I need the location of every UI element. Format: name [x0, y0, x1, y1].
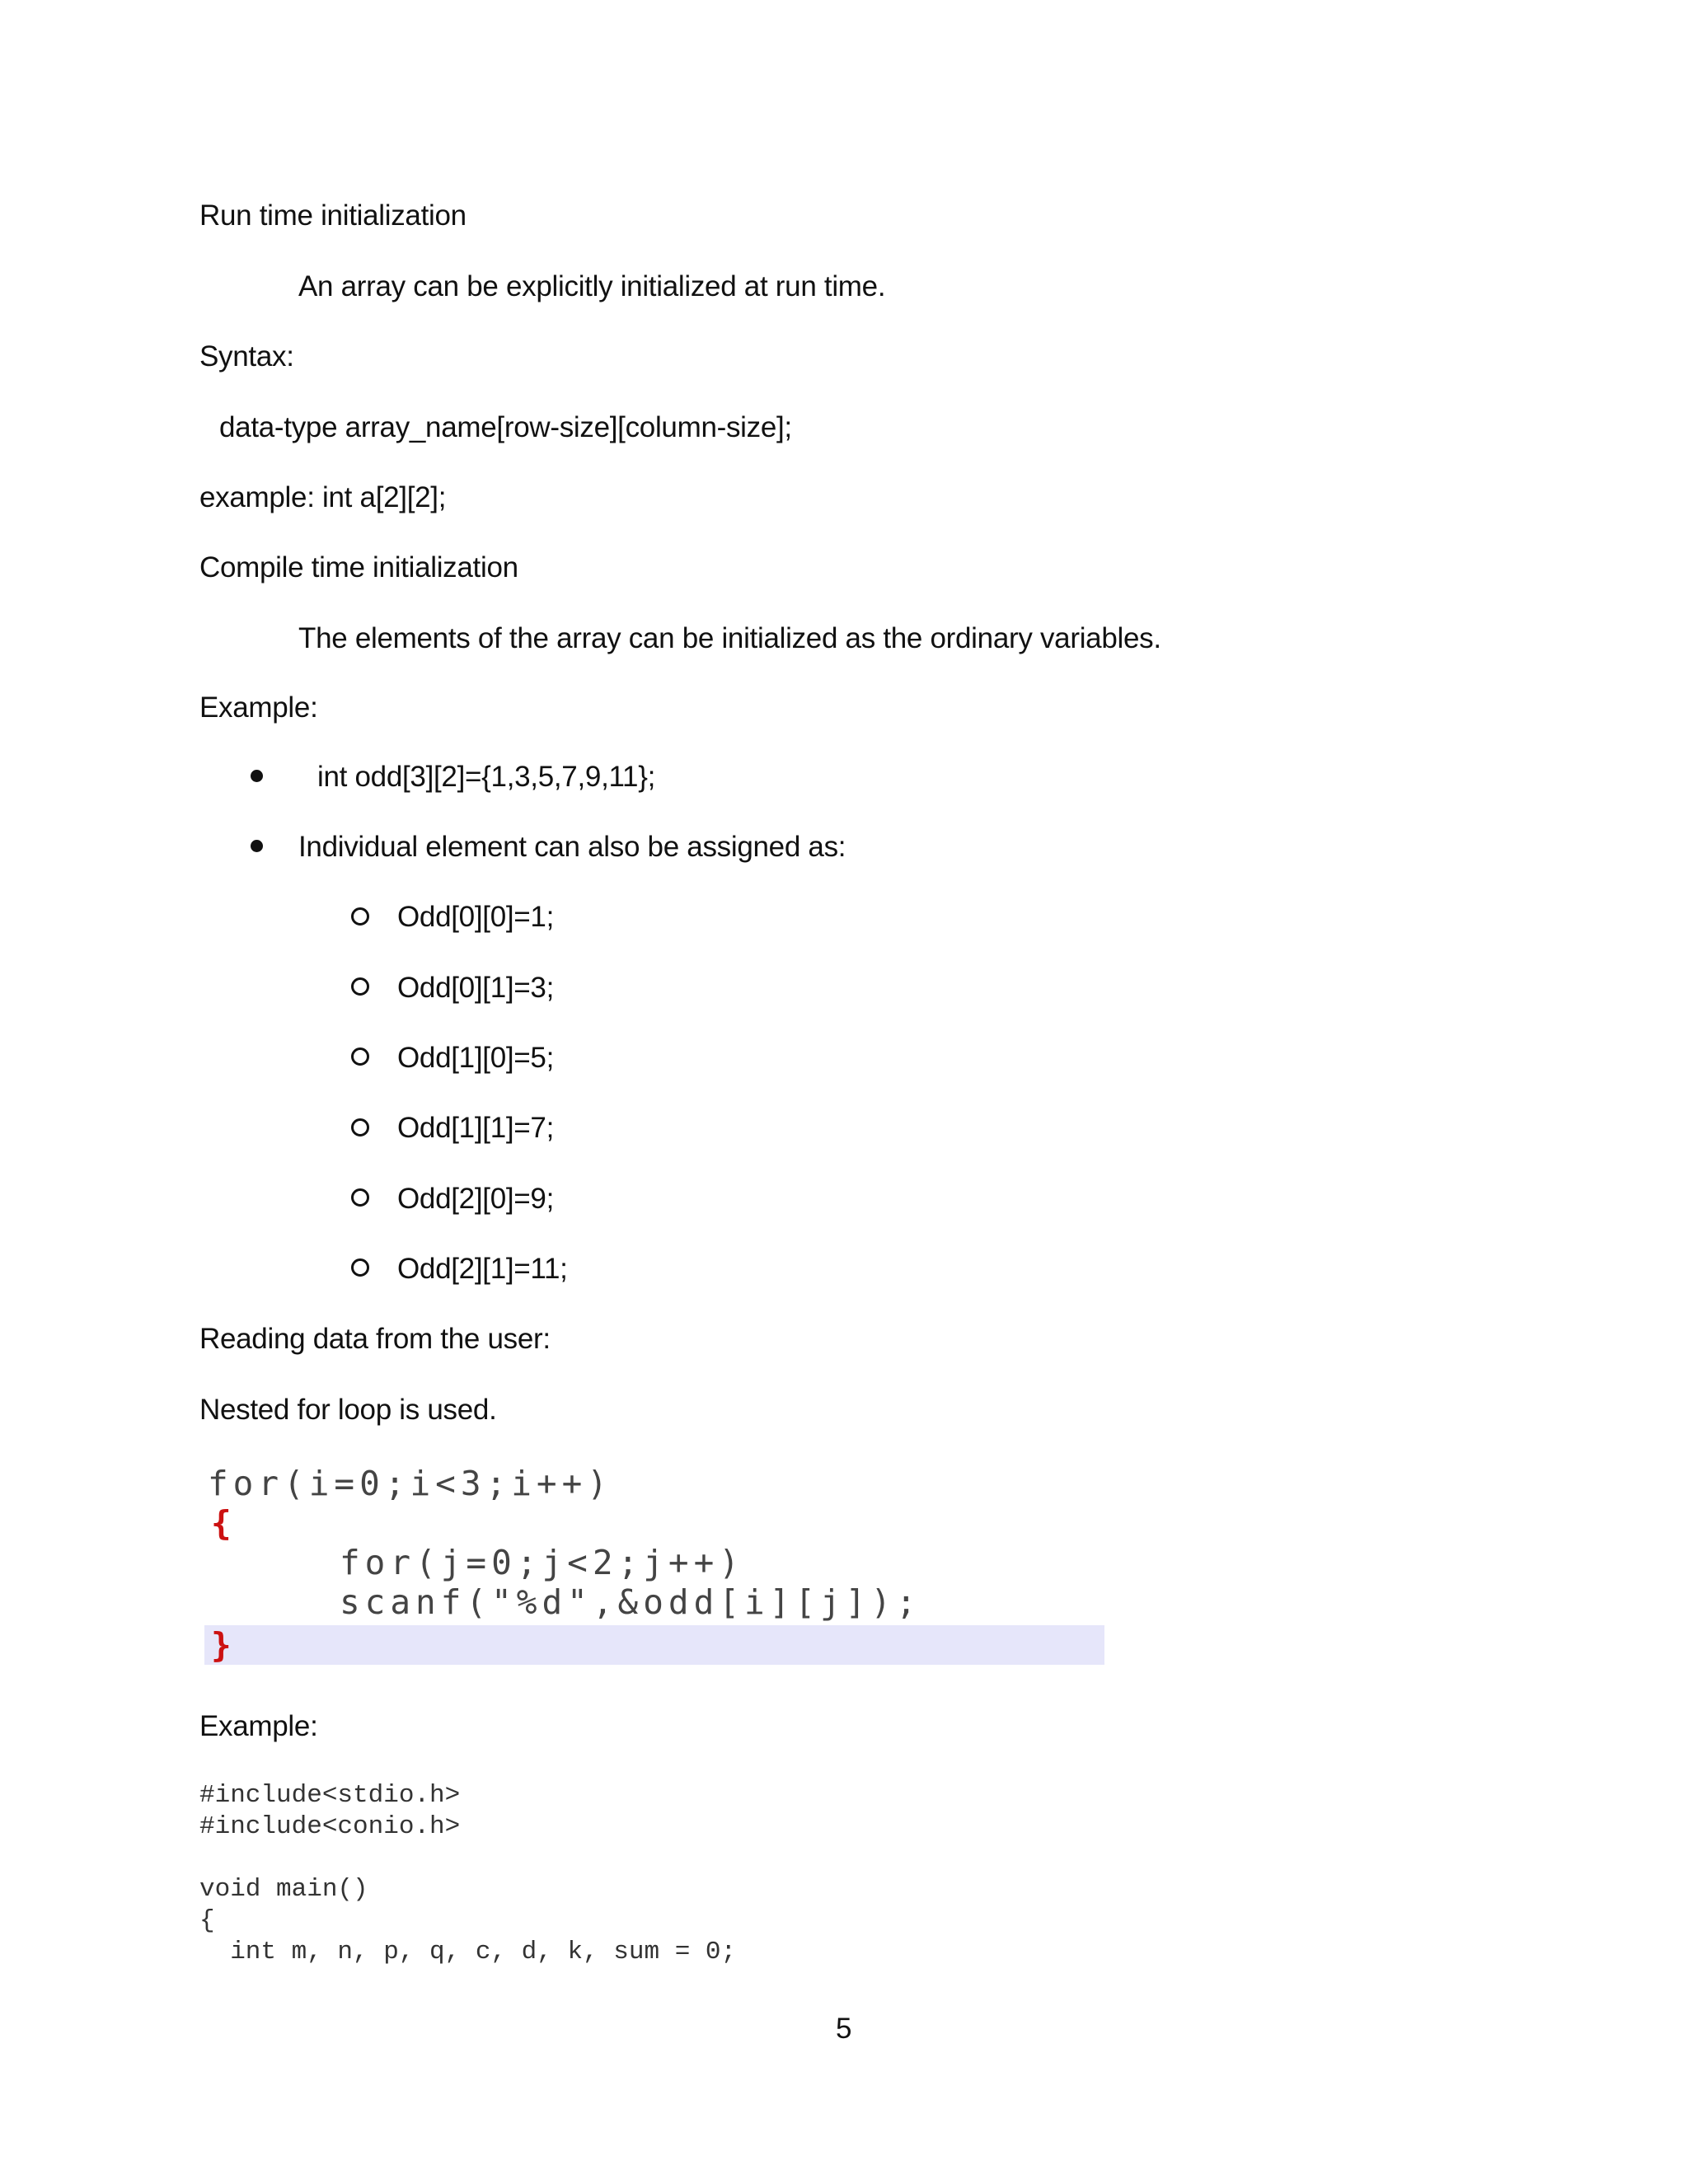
code-listing-line: int m, n, p, q, c, d, k, sum = 0;	[199, 1938, 737, 1966]
code-line: for(j=0;j<2;j++)	[340, 1543, 744, 1582]
bullet-circle-icon	[351, 1047, 369, 1066]
reading-data-heading: Reading data from the user:	[199, 1323, 551, 1355]
sub-bullet-item: Odd[1][0]=5;	[397, 1042, 555, 1074]
heading-run-time-initialization: Run time initialization	[199, 199, 467, 232]
example-label: Example:	[199, 691, 318, 724]
bullet-circle-icon	[351, 1188, 369, 1207]
code-snippet-image	[201, 1459, 1104, 1666]
code-close-brace: }	[211, 1625, 237, 1665]
sub-bullet-item: Odd[2][1]=11;	[397, 1253, 568, 1285]
bullet-item: int odd[3][2]={1,3,5,7,9,11};	[317, 761, 656, 793]
sub-bullet-item: Odd[2][0]=9;	[397, 1183, 555, 1215]
heading-compile-time-initialization: Compile time initialization	[199, 551, 518, 583]
page-number: 5	[836, 2013, 852, 2045]
bullet-circle-icon	[351, 1118, 369, 1137]
syntax-line: data-type array_name[row-size][column-size];	[219, 411, 792, 443]
code-listing-line: void main()	[199, 1875, 368, 1904]
example-label: Example:	[199, 1710, 318, 1742]
code-open-brace: {	[211, 1503, 237, 1543]
compile-time-description: The elements of the array can be initialized as the ordinary variables.	[298, 622, 1161, 654]
bullet-circle-icon	[351, 977, 369, 996]
nested-loop-description: Nested for loop is used.	[199, 1394, 497, 1426]
bullet-dot-icon	[251, 770, 263, 782]
code-listing-line: {	[199, 1906, 215, 1935]
code-line: scanf("%d",&odd[i][j]);	[340, 1582, 921, 1622]
bullet-circle-icon	[351, 1258, 369, 1277]
code-line: for(i=0;i<3;i++)	[208, 1464, 612, 1503]
code-listing-line: #include<conio.h>	[199, 1812, 461, 1841]
code-listing-line: #include<stdio.h>	[199, 1781, 461, 1810]
bullet-circle-icon	[351, 907, 369, 926]
sub-bullet-item: Odd[0][1]=3;	[397, 972, 555, 1004]
code-highlight-bar	[204, 1625, 1104, 1665]
sub-bullet-item: Odd[1][1]=7;	[397, 1112, 555, 1144]
bullet-dot-icon	[251, 840, 263, 852]
sub-bullet-item: Odd[0][0]=1;	[397, 901, 555, 933]
bullet-item: Individual element can also be assigned as:	[298, 831, 846, 863]
run-time-description: An array can be explicitly initialized at run time.	[298, 270, 886, 302]
example-line: example: int a[2][2];	[199, 481, 447, 513]
syntax-label: Syntax:	[199, 340, 294, 373]
